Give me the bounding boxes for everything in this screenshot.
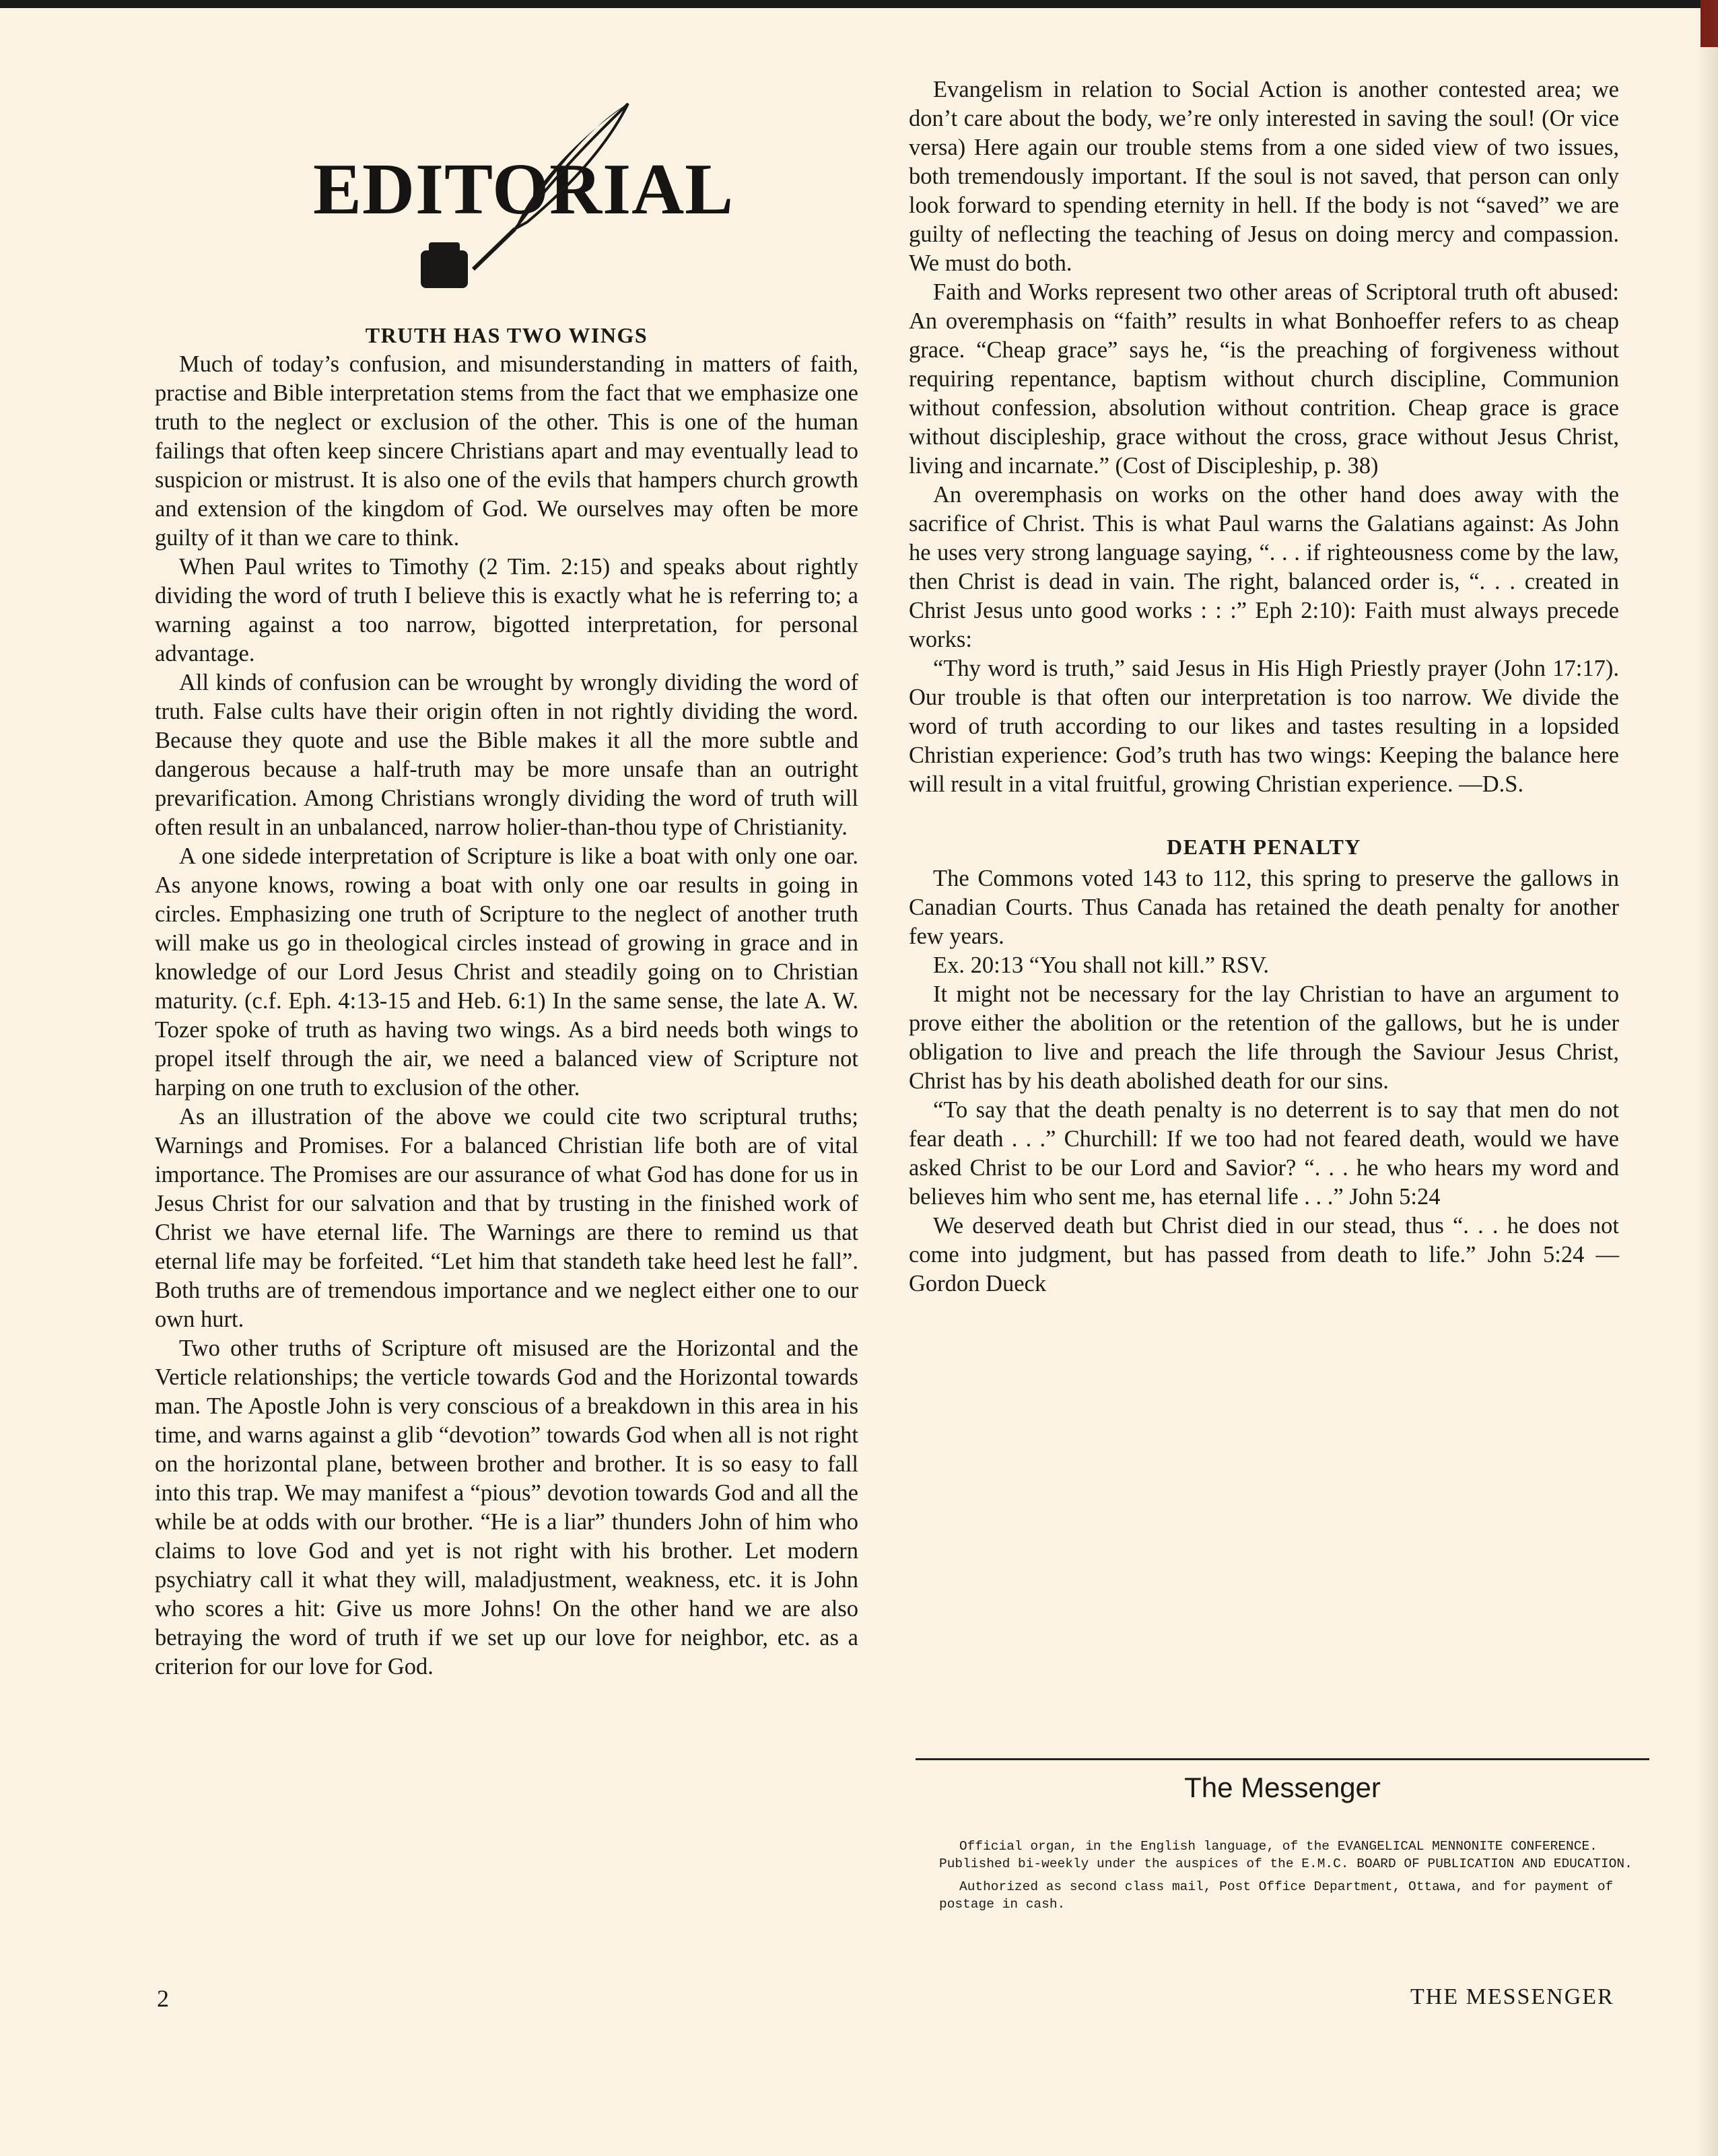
editorial-paragraph: All kinds of confusion can be wrought by wrongly dividing the word of truth. False cults have their origin often in not rightly dividing the word. Because they quote and use the Bible makes it all the more subtle and dangerous because a half-truth may be more unsafe than an outright prevarification. Among Christians wrongly dividing the word of truth will often result in an unbalanced, narrow holier-than-thou type of Christianity. <box>155 670 858 840</box>
editorial-paragraph: As an illustration of the above we could cite two scriptural truths; Warnings and Promises. For a balanced Christian life both are of vital importance. The Promises are our assurance of what God has done for us in Jesus Christ for our salvation and that by trusting in the finished work of Christ we have eternal life. The Warnings are there to remind us that eternal life may be forfeited. “Let him that standeth take heed lest he fall”. Both truths are of tremendous importance and we neglect either one to our own hurt. <box>155 1104 858 1332</box>
death-penalty-heading: DEATH PENALTY <box>1167 835 1361 859</box>
editorial-paragraph: “Thy word is truth,” said Jesus in His High Priestly prayer (John 17:17). Our trouble is that often our interpretation is too narrow. We divide the word of truth according to our likes and tastes resulting in a lopsided Christian experience: God’s truth has two wings: Keeping the balance here will result in a vital fruitful, growing Christian experience. —D.S. <box>909 656 1619 797</box>
editorial-heading: TRUTH HAS TWO WINGS <box>365 323 648 347</box>
death-penalty-paragraph: Ex. 20:13 “You shall not kill.” RSV. <box>933 952 1270 978</box>
editorial-paragraph: Much of today’s confusion, and misunderstanding in matters of faith, practise and Bible interpretation stems from the fact that we emphasize one truth to the neglect or exclusion of the other. This is one of the human failings that often keep sincere Christians apart and may eventually lead to suspicion or mistrust. It is also one of the evils that hampers church growth and extension of the kingdom of God. We ourselves may often be more guilty of it than we care to think. <box>155 351 858 551</box>
quill-pen-icon <box>313 101 717 296</box>
editorial-paragraph: Two other truths of Scripture oft misused are the Horizontal and the Verticle relationships; the verticle towards God and the Horizontal towards man. The Apostle John is very conscious of a breakdown in this area in his time, and warns against a glib “devotion” towards God when all is not right on the horizontal plane, between brother and brother. It is so easy to fall into this trap. We may manifest a “pious” devotion towards God and all the while be at odds with our brother. “He is a liar” thunders John of him who claims to love God and yet is not right with his brother. Let modern psychiatry call it what they will, maladjustment, weakness, etc. it is John who scores a hit: Give us more Johns! On the other hand we are also betraying the word of truth if we set up our love for neighbor, etc. as a criterion for our love for God. <box>155 1335 858 1679</box>
editorial-paragraph: When Paul writes to Timothy (2 Tim. 2:15) and speaks about rightly dividing the word of truth I believe this is exactly what he is referring to; a warning against a too narrow, bigotted interpretation, for personal advantage. <box>155 554 858 666</box>
death-penalty-paragraph: It might not be necessary for the lay Christian to have an argument to prove either the abolition or the retention of the gallows, but he is under obligation to live and preach the life through the Saviour Jesus Christ, Christ has by his death abolished death for our sins. <box>909 981 1619 1094</box>
messenger-info-line: Authorized as second class mail, Post Office Department, Ottawa, and for payment of postage in cash. <box>939 1879 1614 1912</box>
editorial-body-right <box>909 75 1619 1298</box>
death-penalty-paragraph: “To say that the death penalty is no deterrent is to say that men do not fear death . . .” Churchill: If we too had not feared death, would we have asked Christ to be our Lord and Savior? “. . . he who hears my word and believes him who sent me, has eternal life . . .” John 5:24 <box>909 1097 1619 1210</box>
editorial-paragraph: A one sidede interpretation of Scripture is like a boat with only one oar. As anyone knows, rowing a boat with only one oar results in going in circles. Emphasizing one truth of Scripture to the neglect of another truth will make us go in theological circles instead of growing in grace and in knowledge of our Lord Jesus Christ and steadily going on to Christian maturity. (c.f. Eph. 4:13-15 and Heb. 6:1) In the same sense, the late A. W. Tozer spoke of truth as having two wings. As a bird needs both wings to propel itself through the air, we need a balanced view of Scripture not harping on one truth to exclusion of the other. <box>155 843 858 1101</box>
editorial-paragraph: Faith and Works represent two other areas of Scriptoral truth oft abused: An overemphasis on “faith” results in what Bonhoeffer refers to as cheap grace. “Cheap grace” says he, “is the preaching of forgiveness without requiring repentance, baptism without church discipline, Communion without confession, absolution without contrition. Cheap grace is grace without discipleship, grace without the cross, grace without Jesus Christ, living and incarnate.” (Cost of Discipleship, p. 38) <box>909 279 1619 479</box>
editorial-paragraph: Evangelism in relation to Social Action is another contested area; we don’t care about the body, we’re only interested in saving the soul! (Or vice versa) Here again our trouble stems from a one sided view of two issues, both tremendously important. If the soul is not saved, that person can only look forward to spending eternity in hell. If the body is not “saved” we are guilty of neflecting the teaching of Jesus on doing mercy and compassion. We must do both. <box>909 77 1619 276</box>
messenger-info-line: Official organ, in the English language, of the EVANGELICAL MENNONITE CONFERENCE. Published bi-weekly under the auspices of the E.M.C. BOARD OF PUBLICATION AND EDUCATION. <box>939 1839 1633 1871</box>
editorial-paragraph: An overemphasis on works on the other hand does away with the sacrifice of Christ. This is what Paul warns the Galatians against: As John he uses very strong language saying, “. . . if righteousness come by the law, then Christ is dead in vain. The right, balanced order is, “. . . created in Christ Jesus unto good works : : :” Eph 2:10): Faith must always precede works: <box>909 482 1619 652</box>
top-border <box>0 0 1718 8</box>
editorial-masthead <box>313 101 734 296</box>
divider-rule <box>916 1758 1649 1760</box>
page-number: 2 <box>157 1985 169 2012</box>
footer-publication: THE MESSENGER <box>1410 1984 1614 2009</box>
messenger-box-info <box>939 1838 1639 1918</box>
masthead-title: EDITORIAL <box>313 149 734 230</box>
death-penalty-paragraph: The Commons voted 143 to 112, this spring to preserve the gallows in Canadian Courts. Thus Canada has retained the death penalty for another few years. <box>909 866 1619 949</box>
page-edge-shadow <box>1698 0 1718 2156</box>
editorial-body-left <box>155 350 858 1681</box>
death-penalty-paragraph: We deserved death but Christ died in our stead, thus “. . . he does not come into judgment, but has passed from death to life.” John 5:24 —Gordon Dueck <box>909 1213 1619 1296</box>
messenger-box-title: The Messenger <box>1184 1772 1381 1803</box>
